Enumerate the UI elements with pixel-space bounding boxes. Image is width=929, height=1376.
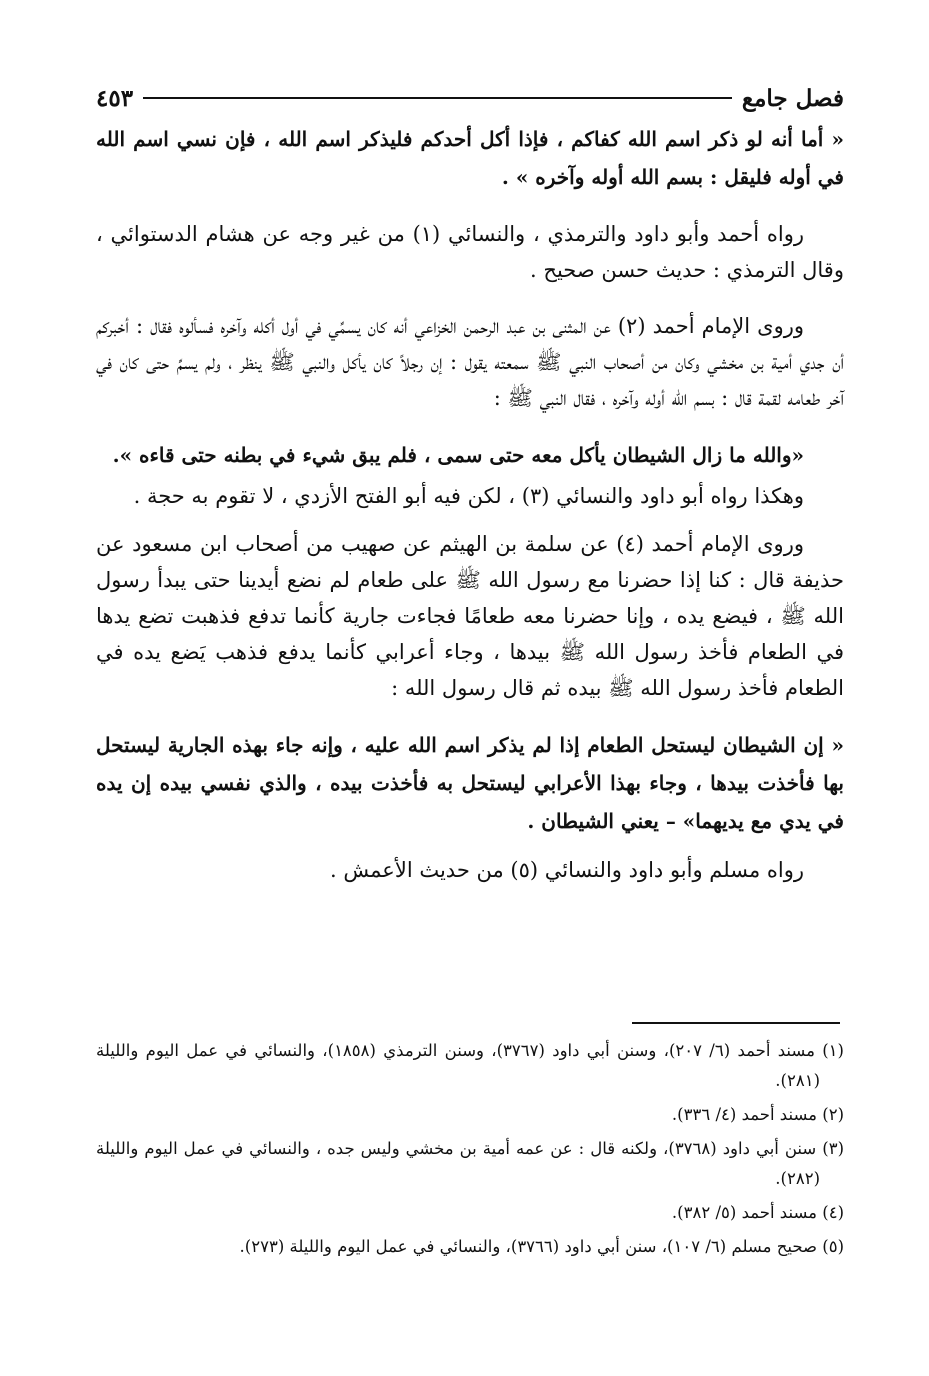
footnote-separator	[632, 1022, 840, 1024]
footnote: (٣) سنن أبي داود (٣٧٦٨)، ولكنه قال : عن عمه أمية بن مخشي وليس جده ، والنسائي في عمل اليوم والليلة (٢٨٢).	[96, 1139, 844, 1188]
footnote: (١) مسند أحمد (٦/ ٢٠٧)، وسنن أبي داود (٣٧٦٧)، وسنن الترمذي (١٨٥٨)، والنسائي في عمل اليوم والليلة (٢٨١).	[96, 1041, 844, 1090]
footnotes	[96, 1036, 844, 1266]
page-header	[96, 78, 844, 118]
footnote: (٤) مسند أحمد (٥/ ٣٨٢).	[671, 1203, 844, 1222]
paragraph: رواه مسلم وأبو داود والنسائي (٥) من حديث الأعمش .	[330, 858, 804, 882]
main-text	[96, 120, 844, 888]
hadith-quote: « إن الشيطان ليستحل الطعام إذا لم يذكر اسم الله عليه ، وإنه جاء بهذه الجارية ليستحل بها فأخذت بيدها ، وجاء بهذا الأعرابي ليستحل به فأخذت بيده ، والذي نفسي بيده إن يده في يدي مع يديهما» – يعني الشيطان .	[96, 733, 844, 833]
footnote: (٥) صحيح مسلم (٦/ ١٠٧)، سنن أبي داود (٣٧٦٦)، والنسائي في عمل اليوم والليلة (٢٧٣).	[239, 1237, 844, 1256]
paragraph: وهكذا رواه أبو داود والنسائي (٣) ، لكن فيه أبو الفتح الأزدي ، لا تقوم به حجة .	[133, 484, 804, 508]
hadith-quote: «والله ما زال الشيطان يأكل معه حتى سمى ، فلم يبق شيء في بطنه حتى قاءه ».	[112, 443, 804, 467]
footnote: (٢) مسند أحمد (٤/ ٣٣٦).	[671, 1105, 844, 1124]
paragraph: وروى الإمام أحمد (٢) عن المثنى بن عبد الرحمن الخزاعي أنه كان يسمِّي في أول أكله وآخره فسألوه فقال : أخبركم أن جدي أمية بن مخشي وكان من أصحاب النبي ﷺ سمعته يقول : إن رجلاً كان يأكل والنبي ﷺ ينظر ، ولم يسمِّ حتى كان في آخر طعامه لقمة قال : بسم الله أوله وآخره ، فقال النبي ﷺ :	[96, 314, 844, 410]
chapter-title: فصل جامع	[741, 84, 844, 112]
paragraph: رواه أحمد وأبو داود والترمذي ، والنسائي (١) من غير وجه عن هشام الدستوائي ، وقال الترمذي : حديث حسن صحيح .	[96, 222, 844, 282]
page-number: ٤٥٣	[96, 84, 134, 112]
header-rule	[143, 97, 732, 99]
paragraph: وروى الإمام أحمد (٤) عن سلمة بن الهيثم عن صهيب من أصحاب ابن مسعود عن حذيفة قال : كنا إذا حضرنا مع رسول الله ﷺ على طعام لم نضع أيدينا حتى يبدأ رسول الله ﷺ ، فيضع يده ، وإنا حضرنا معه طعامًا فجاءت جارية كأنما تدفع فذهبت تضع يدها في الطعام فأخذ رسول الله ﷺ بيدها ، وجاء أعرابي كأنما يدفع فذهب يَضع يده في الطعام فأخذ رسول الله ﷺ بيده ثم قال رسول الله :	[96, 532, 844, 700]
hadith-quote: « أما أنه لو ذكر اسم الله كفاكم ، فإذا أكل أحدكم فليذكر اسم الله ، فإن نسي اسم الله في أوله فليقل : بسم الله أوله وآخره » .	[96, 127, 844, 189]
